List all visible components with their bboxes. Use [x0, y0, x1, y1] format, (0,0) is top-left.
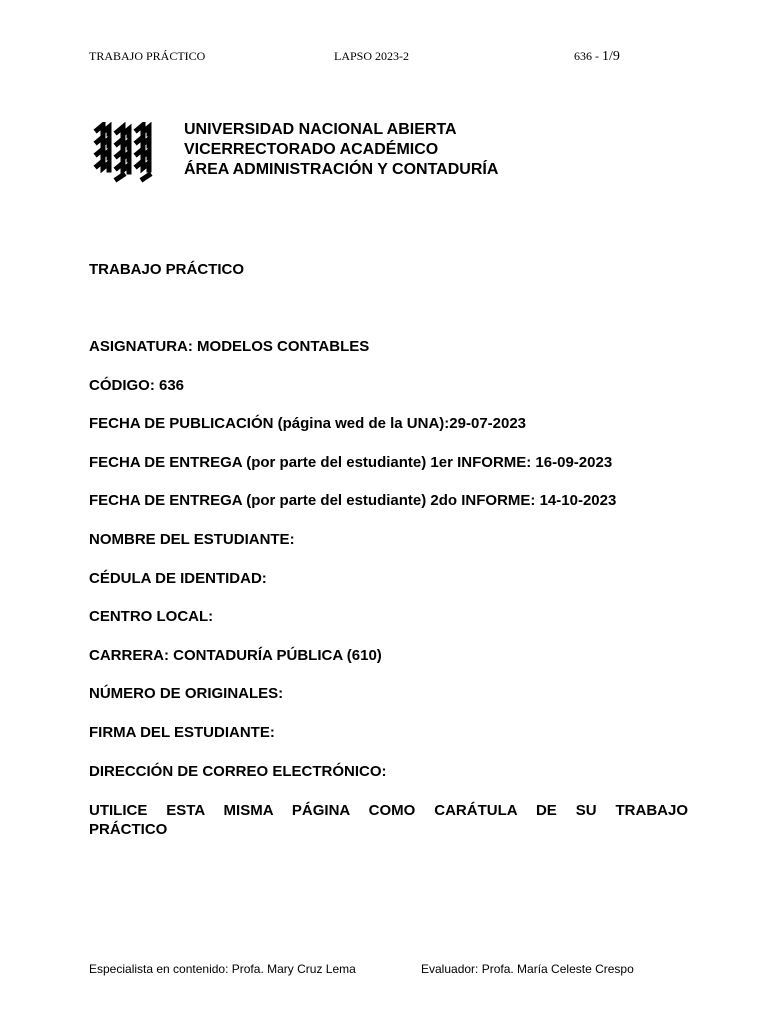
footer-evaluator: Evaluador: Profa. María Celeste Crespo: [421, 962, 634, 976]
university-name: UNIVERSIDAD NACIONAL ABIERTA: [184, 121, 457, 138]
field-numero-originales: NÚMERO DE ORIGINALES:: [89, 685, 284, 702]
document-title: TRABAJO PRÁCTICO: [89, 261, 245, 278]
field-carrera: CARRERA: CONTADURÍA PÚBLICA (610): [89, 647, 382, 664]
institution-block: [184, 120, 498, 180]
header-page-code: 636 -: [574, 49, 602, 63]
header-page-number: 1/9: [602, 49, 620, 64]
field-fecha-publicacion: FECHA DE PUBLICACIÓN (página wed de la UNA):29-07-2023: [89, 415, 527, 432]
field-nombre-estudiante: NOMBRE DEL ESTUDIANTE:: [89, 531, 295, 548]
header-lapso: LAPSO 2023-2: [334, 49, 410, 63]
header-page-indicator: [574, 48, 620, 65]
footer-specialist: Especialista en contenido: Profa. Mary Cruz Lema: [89, 962, 356, 976]
field-centro-local: CENTRO LOCAL:: [89, 608, 214, 625]
field-correo: DIRECCIÓN DE CORREO ELECTRÓNICO:: [89, 763, 387, 780]
field-firma: FIRMA DEL ESTUDIANTE:: [89, 724, 275, 741]
una-logo-icon: [93, 122, 155, 184]
header-doc-type: TRABAJO PRÁCTICO: [89, 49, 206, 63]
area-name: ÁREA ADMINISTRACIÓN Y CONTADURÍA: [184, 161, 499, 178]
field-asignatura: ASIGNATURA: MODELOS CONTABLES: [89, 338, 370, 355]
field-fecha-entrega-2: FECHA DE ENTREGA (por parte del estudiante) 2do INFORME: 14-10-2023: [89, 492, 617, 509]
field-fecha-entrega-1: FECHA DE ENTREGA (por parte del estudiante) 1er INFORME: 16-09-2023: [89, 454, 613, 471]
vicerrectorado-name: VICERRECTORADO ACADÉMICO: [184, 141, 439, 158]
field-cedula: CÉDULA DE IDENTIDAD:: [89, 570, 267, 587]
field-codigo: CÓDIGO: 636: [89, 377, 185, 394]
cover-instruction: UTILICE ESTA MISMA PÁGINA COMO CARÁTULA DE SU TRABAJO PRÁCTICO: [89, 802, 688, 838]
